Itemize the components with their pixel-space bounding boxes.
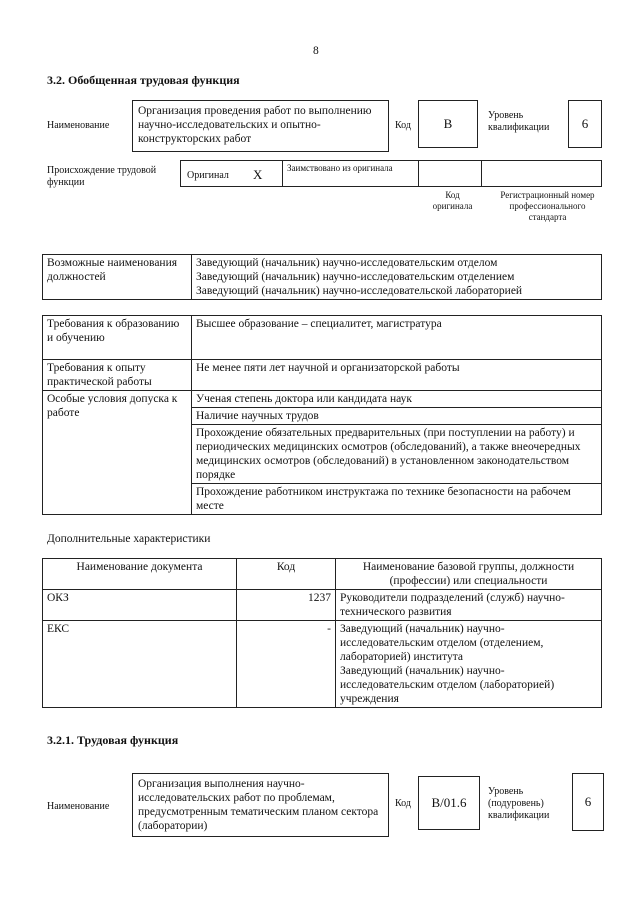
row-group	[336, 621, 602, 708]
origin-table	[180, 160, 602, 187]
code-label: Код	[395, 120, 411, 131]
requirements-table	[42, 315, 602, 515]
sub-level-label: Уровень (подуровень) квалификации	[488, 786, 550, 821]
condition-item: Ученая степень доктора или кандидата наук	[192, 391, 602, 408]
education-value: Высшее образование – специалитет, магистратура	[192, 316, 602, 360]
page-number: 8	[313, 45, 319, 57]
position-item: Заведующий (начальник) научно-исследовательским отделением	[196, 271, 515, 283]
origin-code-caption: Код оригинала	[432, 190, 473, 211]
sub-code-box	[418, 776, 480, 830]
positions-label: Возможные наименования должностей	[43, 255, 192, 300]
sub-level-box	[572, 773, 604, 831]
code-value: B	[443, 116, 453, 131]
row-code: 1237	[237, 590, 336, 621]
header-group: Наименование базовой группы, должности (профессии) или специальности	[336, 559, 602, 590]
function-name: Организация проведения работ по выполнению научно-исследовательских и опытно-конструкторских работ	[138, 105, 372, 145]
sub-code-value: B/01.6	[431, 795, 467, 810]
subsection-title: 3.2.1. Трудовая функция	[47, 733, 179, 747]
position-item: Заведующий (начальник) научно-исследовательским отделом	[196, 257, 498, 269]
conditions-label: Особые условия допуска к работе	[43, 391, 192, 515]
header-code: Код	[237, 559, 336, 590]
level-label: Уровень квалификации	[488, 110, 550, 133]
origin-label: Происхождение трудовой функции	[47, 165, 157, 188]
position-item: Заведующий (начальник) научно-исследовательской лабораторией	[196, 285, 523, 297]
sub-function-name: Организация выполнения научно-исследовательских работ по проблемам, предусмотренным тематическим планом сектора (лаборатории)	[138, 778, 379, 832]
group-item: Заведующий (начальник) научно-исследовательским отделом (лабораторией) учреждения	[340, 665, 555, 705]
header-document: Наименование документа	[43, 559, 237, 590]
condition-item: Прохождение работником инструктажа по технике безопасности на рабочем месте	[192, 484, 602, 515]
condition-item: Наличие научных трудов	[192, 408, 602, 425]
section-title: 3.2. Обобщенная трудовая функция	[47, 73, 240, 87]
group-item: Заведующий (начальник) научно-исследовательским отделом (отделением, лабораторией) института	[340, 623, 544, 663]
level-value: 6	[581, 116, 589, 131]
row-group: Руководители подразделений (служб) научно-технического развития	[336, 590, 602, 621]
additional-table	[42, 558, 602, 708]
experience-label: Требования к опыту практической работы	[43, 360, 192, 391]
original-mark: X	[253, 167, 263, 182]
row-document: ЕКС	[43, 621, 237, 708]
sub-name-label: Наименование	[47, 801, 110, 812]
positions-table	[42, 254, 602, 300]
row-code: -	[237, 621, 336, 708]
experience-value: Не менее пяти лет научной и организаторской работы	[192, 360, 602, 391]
sub-code-label: Код	[395, 798, 411, 809]
code-box	[418, 100, 478, 148]
education-label: Требования к образованию и обучению	[43, 316, 192, 360]
origin-divider-2	[418, 161, 419, 186]
origin-divider-3	[481, 161, 482, 186]
name-label: Наименование	[47, 120, 110, 131]
sub-function-name-box	[132, 773, 389, 837]
sub-level-value: 6	[584, 794, 592, 809]
additional-title: Дополнительные характеристики	[47, 533, 211, 545]
original-label: Оригинал	[187, 170, 229, 181]
function-name-box	[132, 100, 389, 152]
condition-item: Прохождение обязательных предварительных (при поступлении на работу) и периодических медицинских осмотров (обследований), а также внеочередных медицинских осмотров (обследований) в установленном законодательством порядке	[192, 425, 602, 484]
row-document: ОКЗ	[43, 590, 237, 621]
positions-values	[192, 255, 602, 300]
level-box	[568, 100, 602, 148]
borrowed-label: Заимствовано из оригинала	[287, 163, 393, 173]
reg-number-caption: Регистрационный номер профессионального стандарта	[500, 190, 595, 222]
origin-divider-1	[282, 161, 283, 186]
